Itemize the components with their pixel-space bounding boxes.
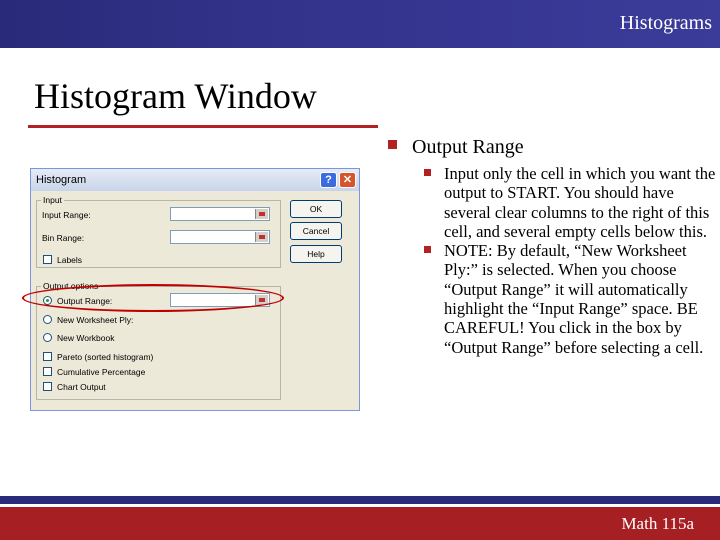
sub-bullet-text: NOTE: By default, “New Worksheet Ply:” is selected. When you choose “Output Range” it will automatically highlight the “Input Range” space. BE CAREFUL! You click in the box by “Output Range” before selecting a cell.	[444, 241, 704, 357]
bullet-output-range	[388, 136, 718, 158]
input-group-label: Input	[43, 195, 62, 205]
close-icon[interactable]: ✕	[339, 172, 356, 188]
bin-range-label: Bin Range:	[42, 233, 85, 243]
output-range-highlight	[22, 284, 284, 312]
header-bar	[0, 0, 720, 48]
dialog-title: Histogram	[36, 174, 87, 186]
pareto-checkbox[interactable]	[43, 352, 52, 361]
course-label: Math 115a	[621, 514, 694, 533]
output-range-label: Output Range:	[57, 296, 113, 306]
footer-red-band	[0, 507, 720, 540]
new-workbook-radio[interactable]	[43, 333, 52, 342]
input-range-label: Input Range:	[42, 210, 91, 220]
bin-range-field[interactable]	[170, 230, 270, 244]
range-picker-icon[interactable]	[255, 232, 268, 242]
sub-bullet-input-cell	[420, 164, 718, 241]
square-bullet-icon	[424, 246, 431, 253]
cumulative-label: Cumulative Percentage	[57, 367, 146, 377]
sub-bullet-note	[420, 241, 718, 357]
section-title: Histograms	[619, 12, 712, 34]
slide-title: Histogram Window	[34, 76, 317, 116]
output-options-label: Output options	[43, 281, 99, 291]
labels-label: Labels	[57, 255, 83, 265]
input-range-field[interactable]	[170, 207, 270, 221]
ok-button[interactable]: OK	[290, 200, 342, 218]
bullet-text: Output Range	[412, 136, 524, 158]
dialog-titlebar	[31, 169, 359, 191]
title-underline	[28, 125, 378, 128]
footer-blue-stripe	[0, 496, 720, 504]
help-button[interactable]: Help	[290, 245, 342, 263]
new-worksheet-label: New Worksheet Ply:	[57, 315, 134, 325]
new-workbook-label: New Workbook	[57, 333, 115, 343]
chart-output-checkbox[interactable]	[43, 382, 52, 391]
cumulative-checkbox[interactable]	[43, 367, 52, 376]
pareto-label: Pareto (sorted histogram)	[57, 352, 154, 362]
sub-bullet-text: Input only the cell in which you want the output to START. You should have several clear columns to the right of this cell, and several empty cells below this.	[444, 164, 716, 241]
chart-output-label: Chart Output	[57, 382, 106, 392]
labels-checkbox[interactable]	[43, 255, 52, 264]
cancel-button[interactable]: Cancel	[290, 222, 342, 240]
new-worksheet-radio[interactable]	[43, 315, 52, 324]
square-bullet-icon	[388, 140, 397, 149]
square-bullet-icon	[424, 169, 431, 176]
bullet-list	[388, 136, 718, 357]
footer-bar	[0, 496, 720, 540]
help-icon[interactable]: ?	[320, 172, 337, 188]
range-picker-icon[interactable]	[255, 209, 268, 219]
